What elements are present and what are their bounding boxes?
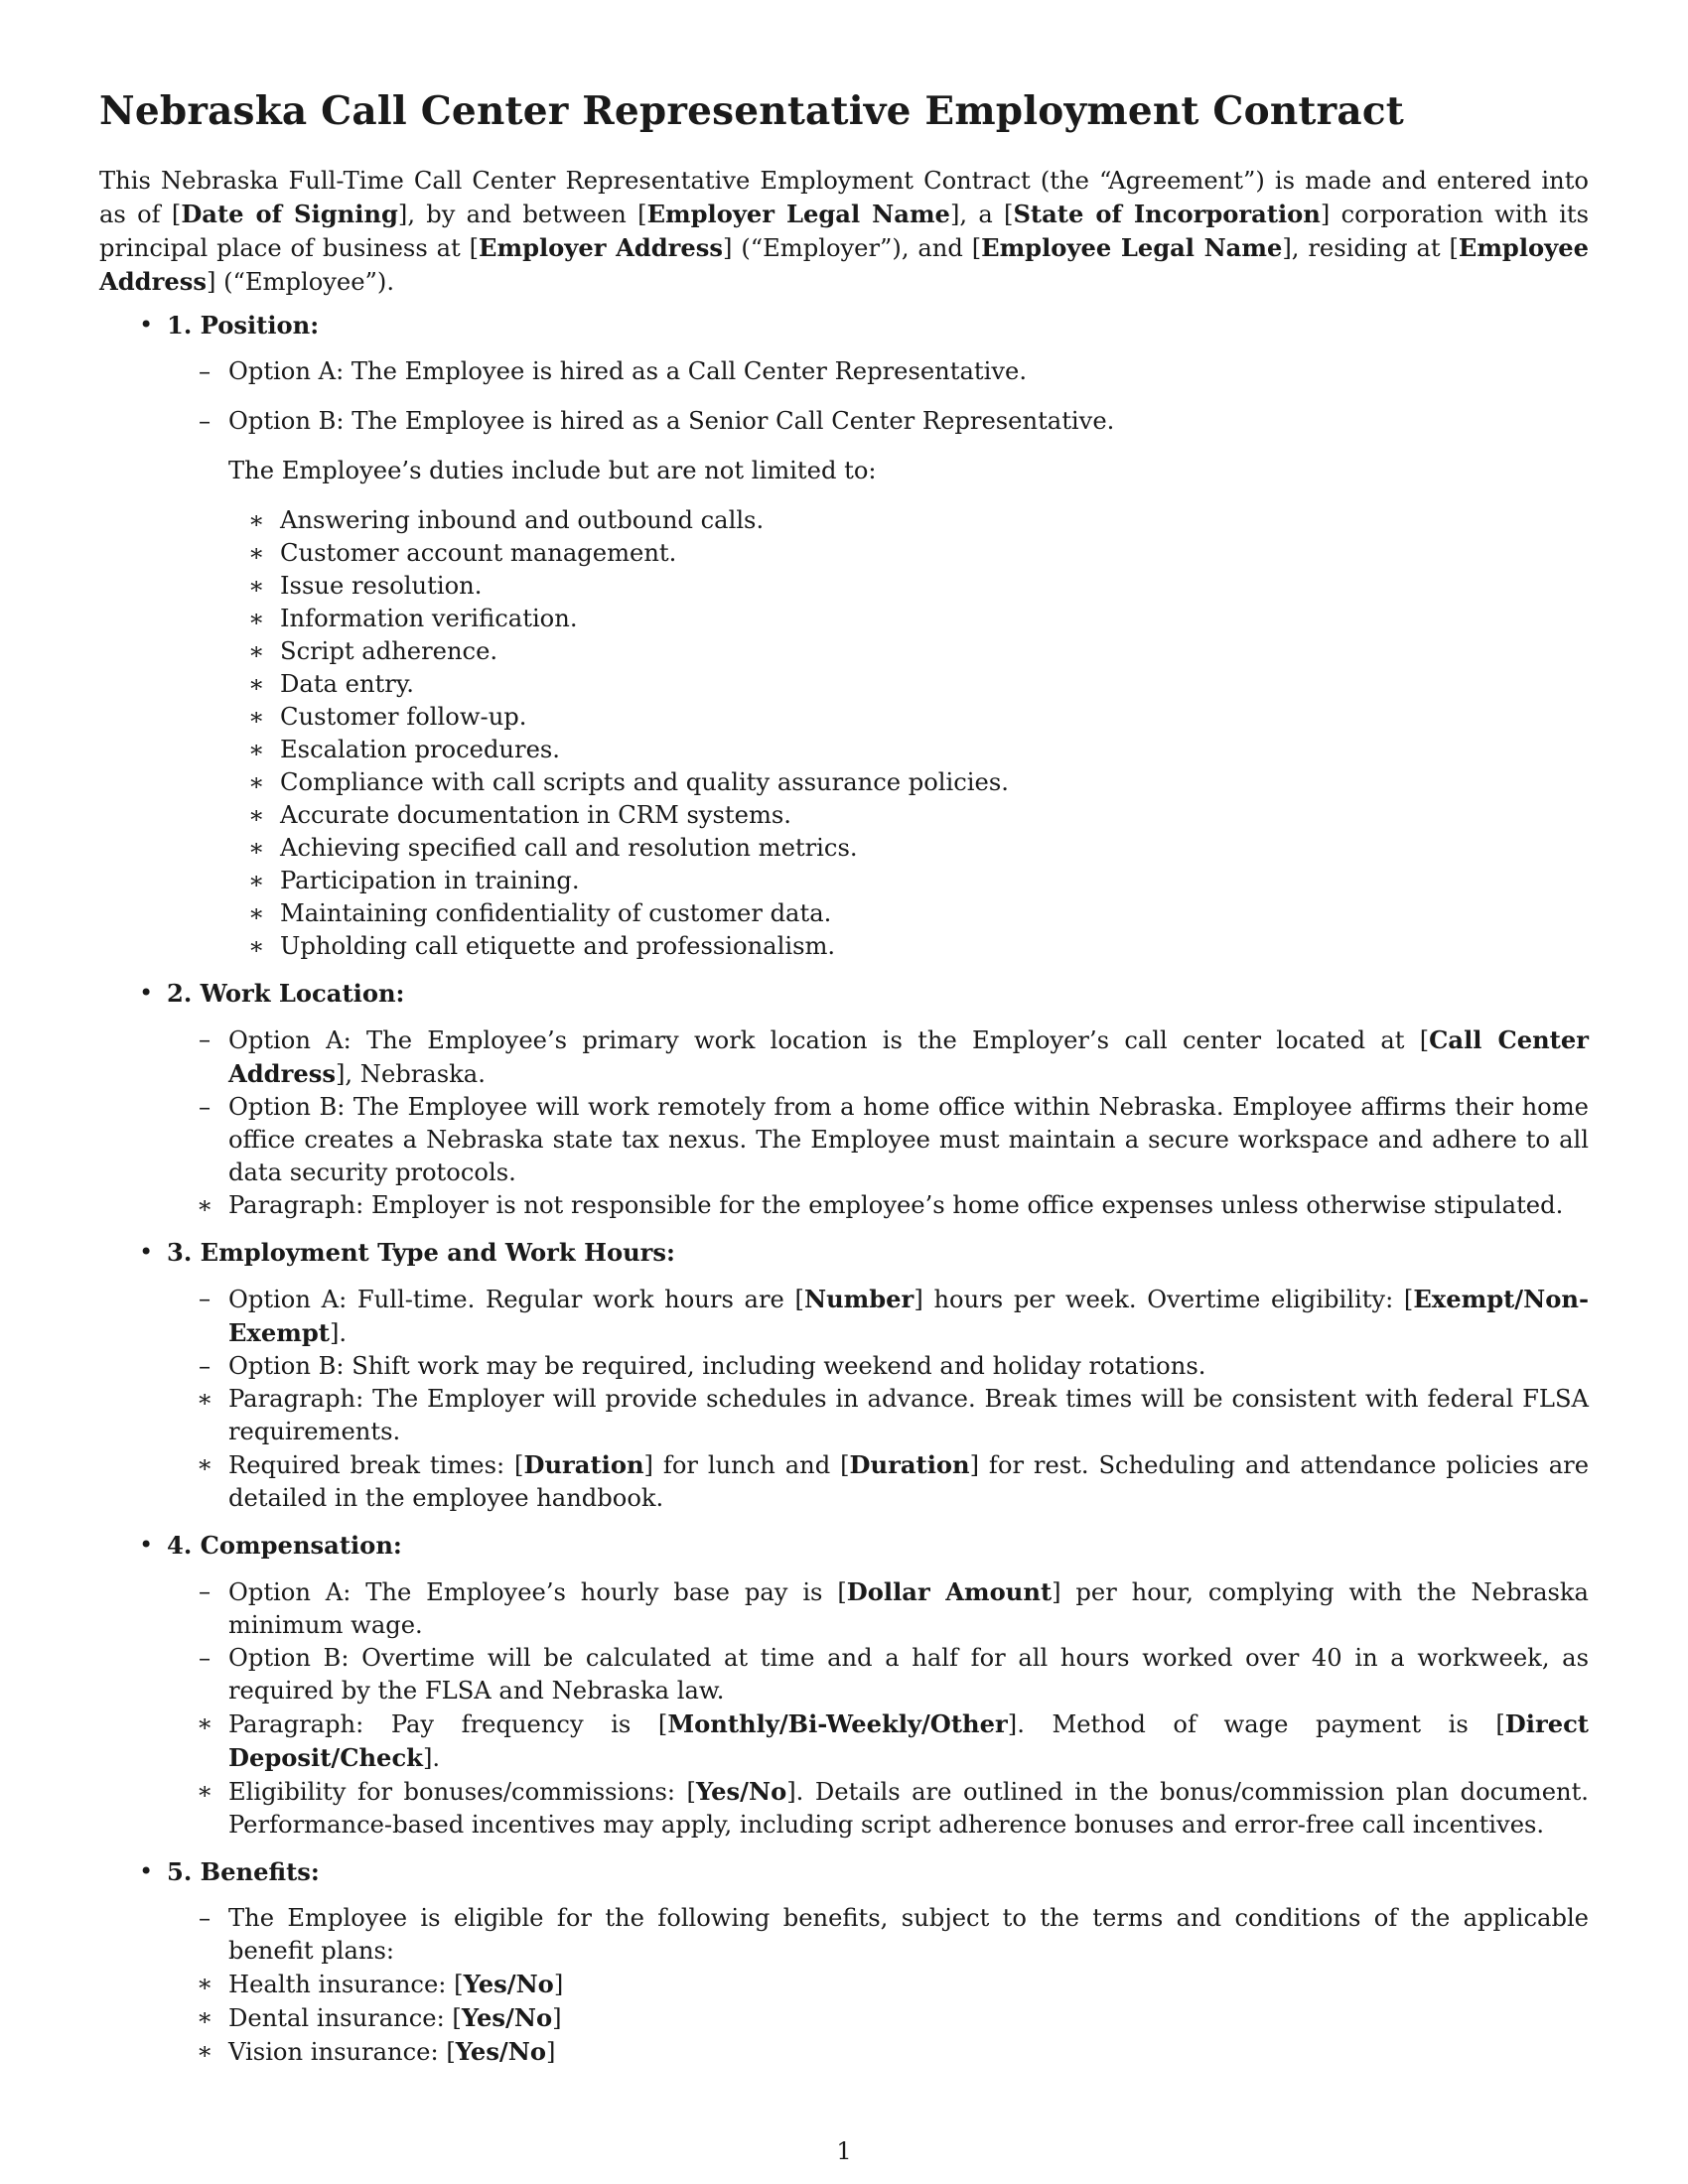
option-text: Option A: The Employee’s primary work location is the Employer’s call center located at [ xyxy=(228,1026,1430,1054)
star-marker: ∗ xyxy=(197,2003,213,2031)
duty-text: Customer account management. xyxy=(280,539,677,567)
star-marker: ∗ xyxy=(248,506,265,534)
option-list xyxy=(167,1024,1589,1222)
sub-list xyxy=(197,1707,1589,1842)
star-marker: ∗ xyxy=(248,768,265,796)
option-a xyxy=(167,1575,1589,1642)
duties-list xyxy=(167,504,1589,963)
field-employer-address: Employer Address xyxy=(479,233,724,262)
duty-text: Script adherence. xyxy=(280,637,498,665)
option-text: Option A: The Employee is hired as a Call Center Representative. xyxy=(228,357,1028,385)
star-marker: ∗ xyxy=(248,736,265,763)
option-b xyxy=(167,405,1589,438)
dash-marker: – xyxy=(199,1352,211,1380)
dash-marker: – xyxy=(199,1904,211,1932)
intro-text: ] (“Employee”). xyxy=(206,268,395,296)
section-employment-type xyxy=(99,1236,1589,1515)
field-payment-method: Direct Deposit/Check xyxy=(228,1709,1589,1772)
duty-item xyxy=(248,734,1589,766)
section-work-location xyxy=(99,977,1589,1222)
field-employer-legal-name: Employer Legal Name xyxy=(646,200,950,228)
field-employee-legal-name: Employee Legal Name xyxy=(981,233,1283,262)
duty-item xyxy=(248,603,1589,635)
dash-marker: – xyxy=(199,357,211,385)
dash-marker: – xyxy=(199,1644,211,1672)
section-title: 1. Position: xyxy=(167,311,320,340)
duty-item xyxy=(248,799,1589,832)
intro-text: ] (“Employer”), and [ xyxy=(723,234,982,262)
star-marker: ∗ xyxy=(248,867,265,894)
dash-marker: – xyxy=(199,1093,211,1121)
duty-item xyxy=(248,930,1589,963)
star-marker: ∗ xyxy=(197,1385,213,1413)
duty-text: Data entry. xyxy=(280,670,414,698)
benefit-item-health xyxy=(197,1968,1589,2001)
duty-text: Maintaining confidentiality of customer data. xyxy=(280,899,832,927)
duty-item xyxy=(248,504,1589,537)
option-list xyxy=(167,1902,1589,2069)
sub-item xyxy=(197,1775,1589,1842)
option-text: Option B: Shift work may be required, including weekend and holiday rotations. xyxy=(228,1352,1206,1380)
benefits-list xyxy=(197,1968,1589,2069)
section-title: 4. Compensation: xyxy=(167,1531,402,1560)
duty-text: Achieving specified call and resolution metrics. xyxy=(280,834,858,862)
duty-item xyxy=(248,570,1589,603)
section-title: 5. Benefits: xyxy=(167,1857,320,1886)
option-a xyxy=(167,1283,1589,1350)
bullet-marker: • xyxy=(139,1238,154,1266)
star-marker: ∗ xyxy=(248,801,265,829)
option-b xyxy=(167,1642,1589,1842)
option-list xyxy=(167,355,1589,438)
sub-text: ]. Method of wage payment is [ xyxy=(1007,1710,1505,1738)
contract-page xyxy=(99,85,1589,2083)
field-number: Number xyxy=(803,1285,914,1313)
option-text: ]. xyxy=(329,1319,348,1347)
star-marker: ∗ xyxy=(197,1191,213,1219)
field-dollar-amount: Dollar Amount xyxy=(846,1577,1053,1606)
option-text: ], Nebraska. xyxy=(335,1060,486,1088)
field-date-of-signing: Date of Signing xyxy=(181,200,398,228)
duty-item xyxy=(248,668,1589,701)
field-vision-insurance: Yes/No xyxy=(455,2037,547,2066)
section-title: 3. Employment Type and Work Hours: xyxy=(167,1238,675,1267)
duty-text: Information verification. xyxy=(280,605,578,632)
option-text: Option B: The Employee is hired as a Senior Call Center Representative. xyxy=(228,407,1115,435)
sub-text: ] for rest. Scheduling and attendance policies are detailed in the employee handbook. xyxy=(228,1451,1590,1512)
bullet-marker: • xyxy=(139,1857,154,1885)
benefit-close: ] xyxy=(546,2038,556,2066)
option-b xyxy=(167,1091,1589,1222)
dash-marker: – xyxy=(199,1577,211,1605)
option-list xyxy=(167,1575,1589,1842)
duty-item xyxy=(248,897,1589,930)
section-compensation xyxy=(99,1529,1589,1842)
field-state-of-incorporation: State of Incorporation xyxy=(1013,200,1321,228)
star-marker: ∗ xyxy=(248,899,265,927)
intro-text: ] corporation with its principal place of business at [ xyxy=(99,201,1590,262)
sub-text: ] for lunch and [ xyxy=(643,1451,850,1479)
star-marker: ∗ xyxy=(197,2037,213,2065)
star-marker: ∗ xyxy=(248,637,265,665)
star-marker: ∗ xyxy=(197,1777,213,1805)
field-dental-insurance: Yes/No xyxy=(461,2003,553,2032)
option-text: ] hours per week. Overtime eligibility: [ xyxy=(914,1286,1414,1313)
sub-item xyxy=(197,1448,1590,1515)
option-b xyxy=(167,1350,1589,1515)
benefits-intro xyxy=(167,1902,1589,2069)
duty-item xyxy=(248,766,1589,799)
sub-text: ]. Details are outlined in the bonus/commission plan document. Performance-based incentives may apply, including script adherence bonuses and error-free call incentives. xyxy=(228,1778,1589,1839)
benefit-label: Vision insurance: [ xyxy=(228,2038,456,2066)
sub-text: Required break times: [ xyxy=(228,1451,524,1479)
field-pay-frequency: Monthly/Bi-Weekly/Other xyxy=(667,1709,1008,1738)
star-marker: ∗ xyxy=(248,572,265,600)
sub-text: ]. xyxy=(422,1744,441,1772)
duty-item xyxy=(248,832,1589,865)
field-rest-duration: Duration xyxy=(849,1450,970,1479)
benefit-close: ] xyxy=(553,1971,564,1998)
dash-marker: – xyxy=(199,407,211,435)
intro-text: ], by and between [ xyxy=(397,201,647,228)
star-marker: ∗ xyxy=(248,605,265,632)
star-marker: ∗ xyxy=(248,834,265,862)
option-a xyxy=(167,355,1589,388)
option-text: The Employee is eligible for the following benefits, subject to the terms and conditions of the applicable benefit plans: xyxy=(228,1904,1589,1965)
section-title: 2. Work Location: xyxy=(167,979,405,1008)
star-marker: ∗ xyxy=(197,1709,213,1737)
duties-intro: The Employee’s duties include but are not limited to: xyxy=(228,457,877,484)
benefit-close: ] xyxy=(552,2004,562,2032)
intro-text: ], residing at [ xyxy=(1282,234,1459,262)
star-marker: ∗ xyxy=(248,539,265,567)
duty-item xyxy=(248,701,1589,734)
duty-text: Answering inbound and outbound calls. xyxy=(280,506,765,534)
field-call-center-address: Call Center Address xyxy=(228,1025,1589,1088)
option-list xyxy=(167,1283,1589,1515)
sub-list xyxy=(197,1189,1589,1222)
dash-marker: – xyxy=(199,1025,211,1053)
sub-item xyxy=(197,1189,1589,1222)
sub-text: Paragraph: Pay frequency is [ xyxy=(228,1710,668,1738)
star-marker: ∗ xyxy=(248,670,265,698)
option-a xyxy=(167,1024,1589,1091)
duty-text: Compliance with call scripts and quality assurance policies. xyxy=(280,768,1009,796)
intro-paragraph xyxy=(99,165,1589,299)
section-benefits xyxy=(99,1855,1589,2069)
sub-item xyxy=(197,1707,1589,1775)
duty-item xyxy=(248,537,1589,570)
bullet-marker: • xyxy=(139,979,154,1007)
duty-text: Accurate documentation in CRM systems. xyxy=(280,801,792,829)
intro-text: This Nebraska Full-Time Call Center Representative Employment Contract (the “Agreement”) is made and entered into as of [ xyxy=(99,167,1589,228)
sub-text: Paragraph: Employer is not responsible for the employee’s home office expenses unless otherwise stipulated. xyxy=(228,1191,1564,1219)
field-lunch-duration: Duration xyxy=(523,1450,644,1479)
duty-text: Issue resolution. xyxy=(280,572,483,600)
benefit-item-vision xyxy=(197,2035,1589,2069)
duty-text: Customer follow-up. xyxy=(280,703,527,731)
option-text: Option B: The Employee will work remotely from a home office within Nebraska. Employee affirms their home office creates a Nebraska state tax nexus. The Employee must maintain a secure workspace and adhere to all data security protocols. xyxy=(228,1093,1589,1186)
field-health-insurance: Yes/No xyxy=(463,1970,554,1998)
duty-item xyxy=(248,865,1589,897)
page-number: 1 xyxy=(836,2137,852,2165)
option-text: Option A: Full-time. Regular work hours are [ xyxy=(228,1286,804,1313)
option-text: Option A: The Employee’s hourly base pay is [ xyxy=(228,1578,847,1606)
document-title: Nebraska Call Center Representative Employment Contract xyxy=(99,88,1404,134)
option-text: ] per hour, complying with the Nebraska minimum wage. xyxy=(228,1578,1589,1639)
field-employee-address: Employee Address xyxy=(99,233,1590,296)
duty-text: Participation in training. xyxy=(280,867,580,894)
star-marker: ∗ xyxy=(248,703,265,731)
section-position xyxy=(99,309,1589,963)
duty-text: Escalation procedures. xyxy=(280,736,560,763)
option-text: Option B: Overtime will be calculated at time and a half for all hours worked over 40 in a workweek, as required by the FLSA and Nebraska law. xyxy=(228,1644,1589,1705)
intro-text: ], a [ xyxy=(949,201,1014,228)
sub-text: Paragraph: The Employer will provide schedules in advance. Break times will be consistent with federal FLSA requirements. xyxy=(228,1385,1589,1445)
section-list xyxy=(99,309,1589,2069)
benefit-label: Dental insurance: [ xyxy=(228,2004,462,2032)
sub-text: Eligibility for bonuses/commissions: [ xyxy=(228,1778,696,1806)
star-marker: ∗ xyxy=(197,1450,213,1478)
sub-item xyxy=(197,1383,1589,1448)
star-marker: ∗ xyxy=(248,932,265,960)
duty-item xyxy=(248,635,1589,668)
duty-text: Upholding call etiquette and professionalism. xyxy=(280,932,836,960)
field-bonus-eligibility: Yes/No xyxy=(695,1777,787,1806)
field-exempt-status: Exempt/Non-Exempt xyxy=(228,1285,1589,1347)
benefit-label: Health insurance: [ xyxy=(228,1971,464,1998)
sub-list xyxy=(197,1383,1590,1515)
bullet-marker: • xyxy=(139,1531,154,1559)
dash-marker: – xyxy=(199,1285,211,1312)
bullet-marker: • xyxy=(139,311,154,339)
benefit-item-dental xyxy=(197,2001,1589,2035)
star-marker: ∗ xyxy=(197,1970,213,1997)
